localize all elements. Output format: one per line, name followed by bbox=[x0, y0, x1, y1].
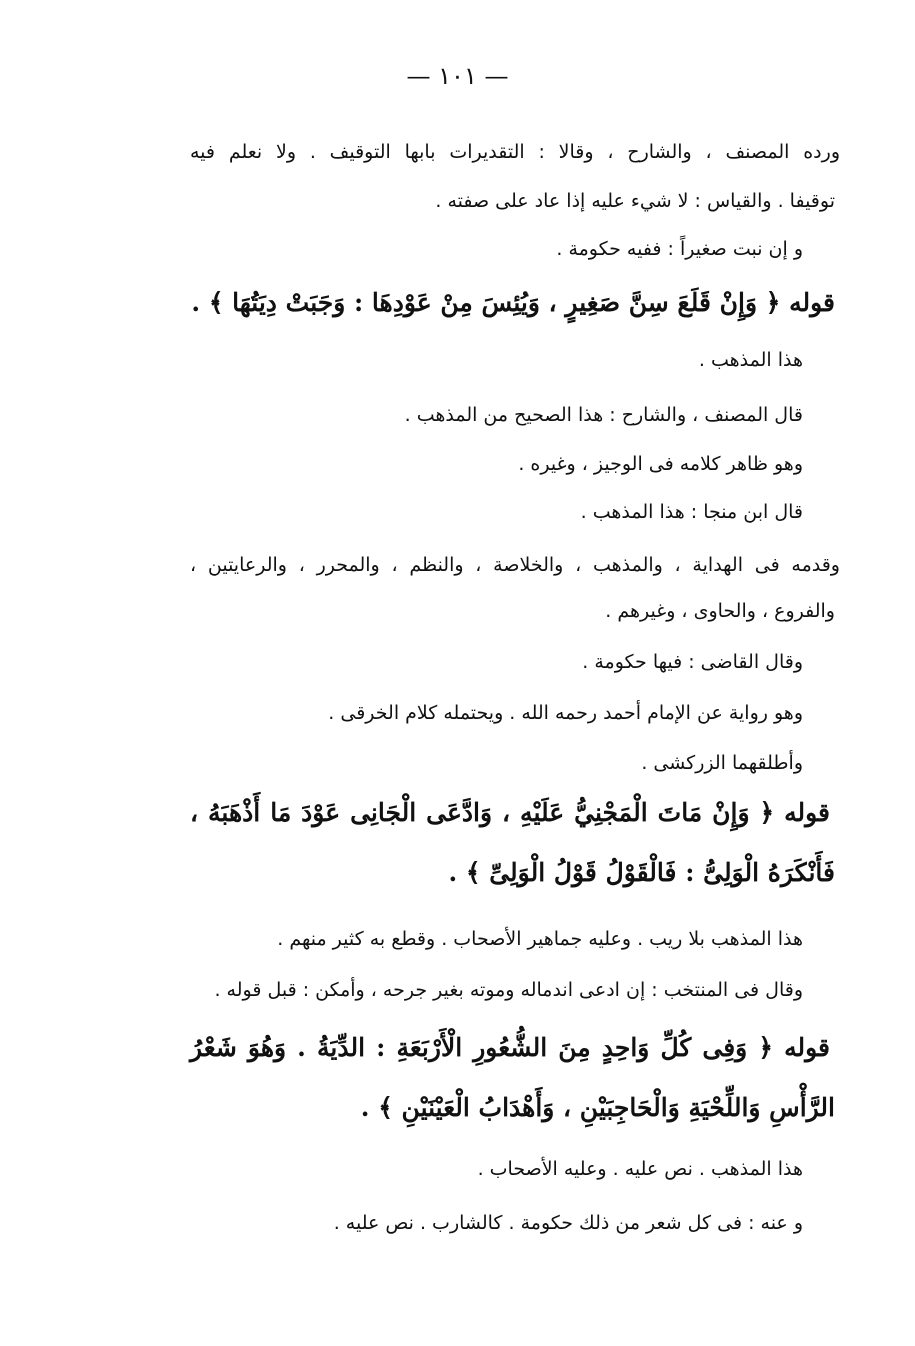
text-line: وقدمه فى الهداية ، والمذهب ، والخلاصة ، والنظم ، والمحرر ، والرعايتين ، bbox=[190, 554, 840, 576]
text-line: قال المصنف ، والشارح : هذا الصحيح من المذهب . bbox=[404, 404, 803, 426]
text-line: وقال فى المنتخب : إن ادعى اندماله وموته بغير جرحه ، وأمكن : قبل قوله . bbox=[214, 979, 803, 1001]
text-line: هذا المذهب بلا ريب . وعليه جماهير الأصحاب . وقطع به كثير منهم . bbox=[277, 928, 803, 950]
quote-line: فَأَنْكَرَهُ الْوَلِىُّ : فَالْقَوْلُ قَوْلُ الْوَلِىِّ ﴾ . bbox=[448, 858, 835, 887]
quote-line: الرَّأْسِ وَاللِّحْيَةِ وَالْحَاجِبَيْنِ ، وَأَهْدَابُ الْعَيْنَيْنِ ﴾ . bbox=[360, 1093, 835, 1122]
page-number: — ١٠١ — bbox=[406, 62, 509, 90]
text-line: هذا المذهب . نص عليه . وعليه الأصحاب . bbox=[477, 1158, 803, 1180]
quote-line: قوله ﴿ وَإِنْ مَاتَ الْمَجْنِيُّ عَلَيْهِ ، وَادَّعَى الْجَانِى عَوْدَ مَا أَذْهَبَهُ ، bbox=[190, 798, 830, 827]
text-line: وهو رواية عن الإمام أحمد رحمه الله . ويحتمله كلام الخرقى . bbox=[328, 702, 803, 724]
text-line: هذا المذهب . bbox=[698, 349, 803, 371]
text-line: وهو ظاهر كلامه فى الوجيز ، وغيره . bbox=[518, 453, 803, 475]
quote-line: قوله ﴿ وَفِى كُلِّ وَاحِدٍ مِنَ الشُّعُورِ الْأَرْبَعَةِ : الدِّيَةُ . وَهُوَ شَعْرُ bbox=[190, 1033, 830, 1062]
text-line: والفروع ، والحاوى ، وغيرهم . bbox=[605, 600, 835, 622]
quote-line: قوله ﴿ وَإِنْ قَلَعَ سِنَّ صَغِيرٍ ، وَيُئِسَ مِنْ عَوْدِهَا : وَجَبَتْ دِيَتُهَا ﴾ . bbox=[191, 288, 835, 317]
text-line: ورده المصنف ، والشارح ، وقالا : التقديرات بابها التوقيف . ولا نعلم فيه bbox=[190, 141, 840, 163]
text-line: توقيفا . والقياس : لا شيء عليه إذا عاد على صفته . bbox=[435, 190, 835, 212]
text-line: وأطلقهما الزركشى . bbox=[641, 752, 803, 774]
text-line: و عنه : فى كل شعر من ذلك حكومة . كالشارب . نص عليه . bbox=[333, 1212, 803, 1234]
text-line: وقال القاضى : فيها حكومة . bbox=[582, 651, 803, 673]
text-line: و إن نبت صغيراً : ففيه حكومة . bbox=[556, 238, 803, 260]
text-line: قال ابن منجا : هذا المذهب . bbox=[580, 501, 803, 523]
